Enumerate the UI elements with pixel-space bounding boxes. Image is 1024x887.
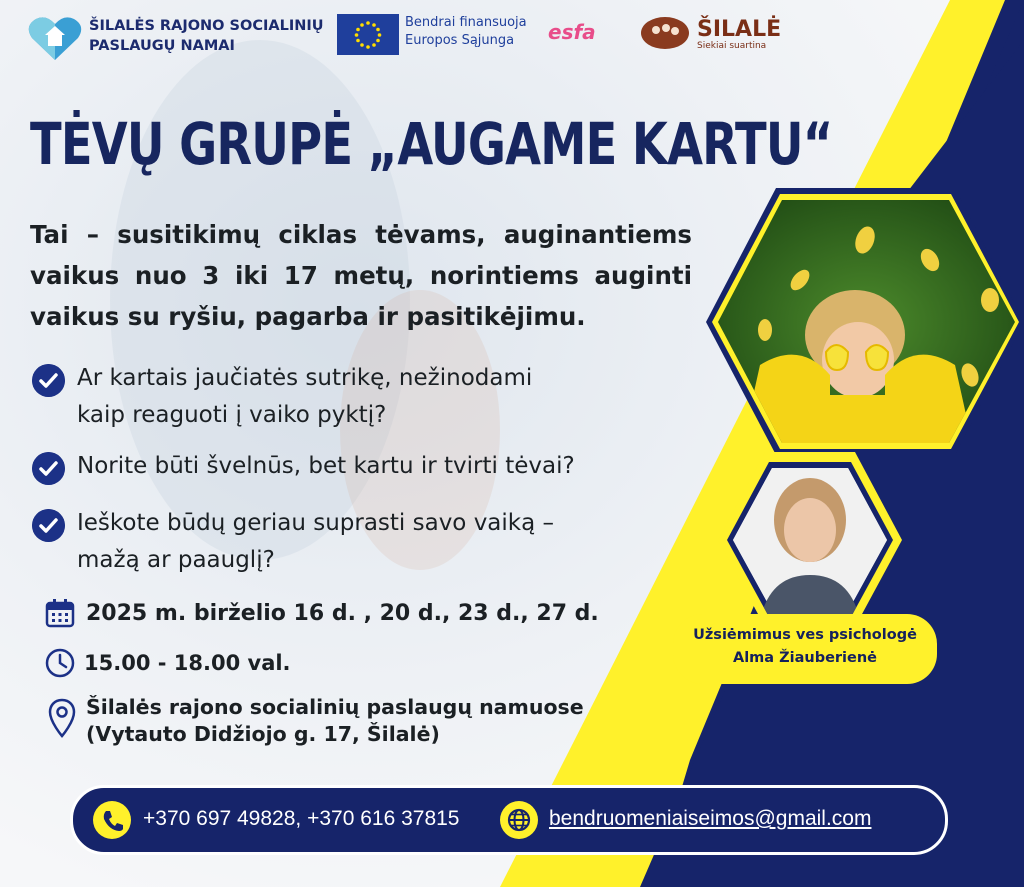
question-line: Ieškote būdų geriau suprasti savo vaiką – [77, 510, 555, 536]
globe-icon [500, 801, 538, 839]
presenter-role: Užsiėmimus ves psichologė [693, 627, 917, 643]
eu-funding-line2: Europos Sąjunga [405, 33, 515, 48]
presenter-name: Alma Žiauberienė [732, 650, 878, 666]
place-row [48, 694, 584, 748]
org-name-line2: PASLAUGŲ NAMAI [89, 38, 235, 54]
phone-icon-circle [93, 801, 131, 839]
question-item [32, 448, 575, 485]
page-title: TĖVŲ GRUPĖ „AUGAME KARTU“ [30, 110, 833, 178]
question-line: Ar kartais jaučiatės sutrikę, nežinodami [77, 365, 533, 391]
esfa-logo: esfa [548, 20, 596, 44]
event-time: 15.00 - 18.00 val. [84, 651, 291, 675]
silale-emblem-icon [640, 16, 690, 50]
heart-house-logo-icon [28, 14, 82, 62]
event-dates: 2025 m. birželio 16 d. , 20 d., 23 d., 27 d. [86, 600, 599, 626]
dates-row [44, 597, 599, 629]
question-item [32, 360, 532, 434]
place-line2: (Vytauto Didžiojo g. 17, Šilalė) [86, 722, 440, 746]
contact-bar [70, 785, 948, 855]
org-name-line1: ŠILALĖS RAJONO SOCIALINIŲ [89, 18, 324, 34]
question-line: Norite būti švelnūs, bet kartu ir tvirti tėvai? [77, 453, 575, 479]
eu-funding-line1: Bendrai finansuoja [405, 15, 527, 30]
globe-icon-circle [500, 801, 538, 839]
time-row [44, 647, 291, 679]
clock-icon [44, 647, 76, 679]
silale-logo-text: ŠILALĖ [697, 17, 782, 42]
question-line: kaip reaguoti į vaiko pyktį? [77, 402, 387, 428]
question-item [32, 505, 554, 579]
phone-numbers-link[interactable]: +370 697 49828, +370 616 37815 [143, 807, 460, 830]
intro-text: Tai – susitikimų ciklas tėvams, auginantiems vaikus nuo 3 iki 17 metų, norintiems auginti vaikus su ryšiu, pagarba ir pasitikėjimu. [30, 220, 692, 331]
eu-flag-icon [337, 14, 399, 55]
email-link[interactable]: bendruomeniaiseimos@gmail.com [549, 807, 872, 830]
check-icon [32, 452, 65, 485]
phone-icon [93, 801, 131, 839]
place-line1: Šilalės rajono socialinių paslaugų namuose [86, 695, 584, 719]
presenter-caption [673, 614, 937, 684]
calendar-icon [44, 597, 76, 629]
silale-slogan: Siekiai suartina [697, 41, 767, 51]
location-pin-icon [48, 698, 76, 742]
check-icon [32, 509, 65, 542]
check-icon [32, 364, 65, 397]
question-line: mažą ar paauglį? [77, 547, 275, 573]
